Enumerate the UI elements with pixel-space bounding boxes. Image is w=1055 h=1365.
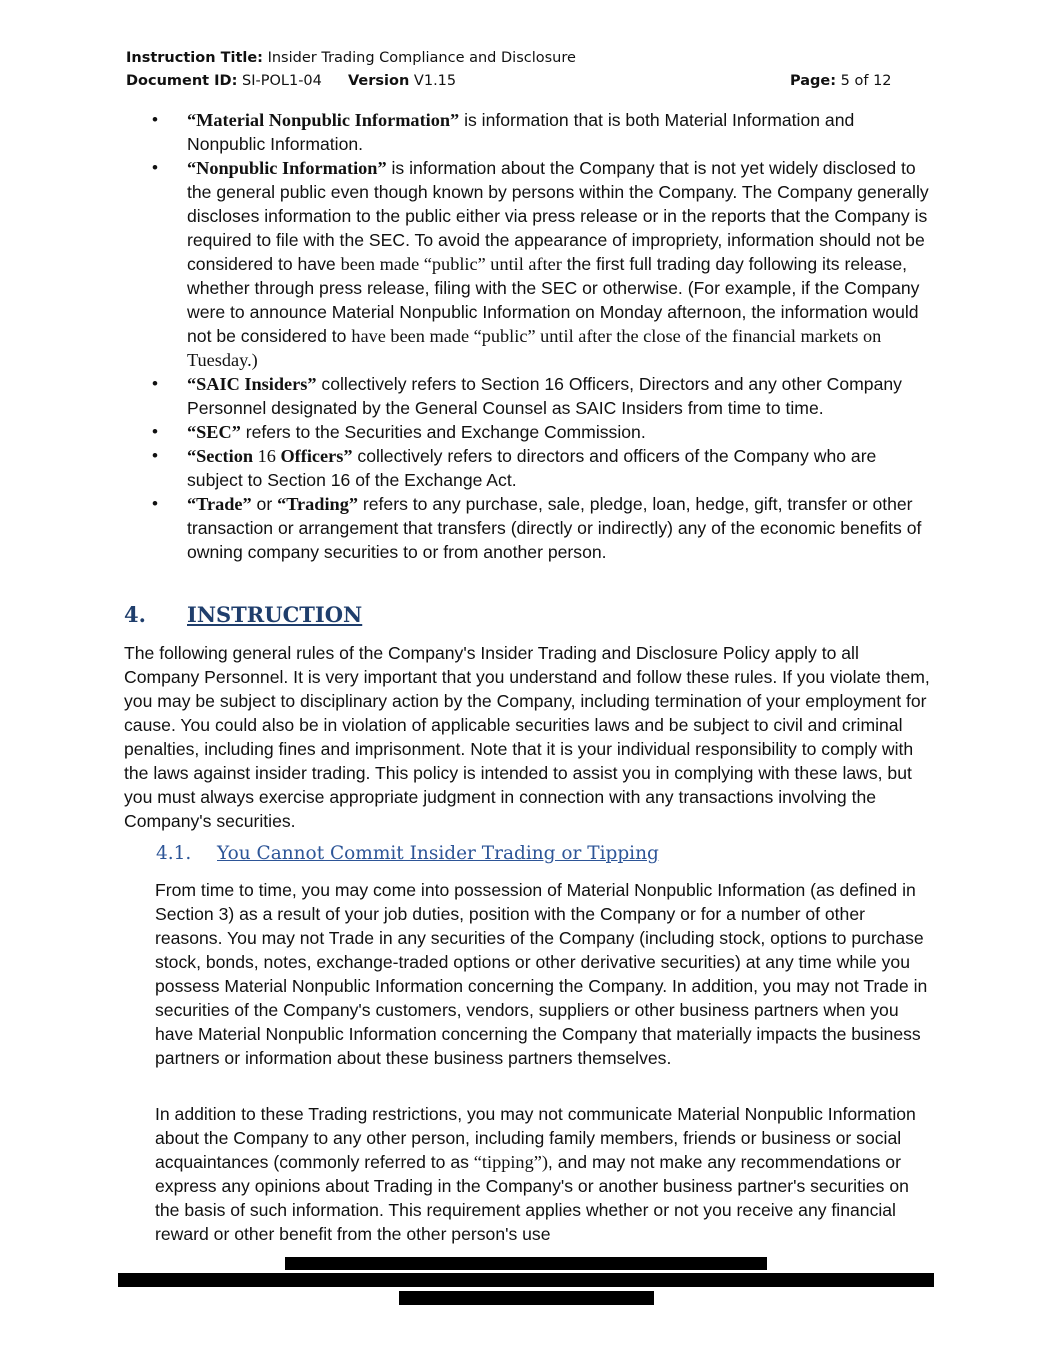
- redaction-bar: [399, 1291, 654, 1305]
- page-label: Page:: [790, 73, 837, 89]
- definition-item: [126, 444, 936, 492]
- document-id-label: Document ID:: [126, 73, 238, 89]
- definition-term-number: 16: [253, 446, 281, 466]
- definition-term: “Nonpublic Information”: [187, 158, 387, 178]
- definition-text: is information about the Company that is not yet widely disclosed to the general public even though known by persons within the Company. The Company generally discloses information to the public either via press release or in the reports that the Company is required to file with the SEC. To avoid the appearance of impropriety, information should not be considered to have: [187, 158, 929, 274]
- section-number: 4.: [124, 602, 146, 627]
- paragraph-text: , and may not make any recommendations or express any opinions about Trading in the Company's or another business partner's securities on the basis of such information. This requirement applies whether or not you receive any financial reward or other benefit from the other person's use: [155, 1152, 909, 1244]
- definition-item: [126, 492, 936, 564]
- subsection-title: You Cannot Commit Insider Trading or Tipping: [217, 843, 659, 864]
- document-id-value: SI-POL1-04: [242, 73, 322, 89]
- header-title-line: [126, 49, 576, 67]
- section-title: INSTRUCTION: [187, 602, 363, 627]
- definition-text: collectively refers to directors and officers of the Company who are subject to Section 16 of the Exchange Act.: [187, 446, 877, 490]
- definition-text: collectively refers to Section 16 Officers, Directors and any other Company Personnel designated by the General Counsel as SAIC Insiders from time to time.: [187, 374, 902, 418]
- definition-text: the first full trading day following its release, whether through press release, filing with the SEC or otherwise. (For example, if the Company were to announce Material Nonpublic Information on Monday afternoon, the information would not be considered to: [187, 254, 920, 346]
- definition-item: [126, 420, 936, 444]
- definition-term: Officers”: [280, 446, 353, 466]
- section-4-1-paragraph-1: From time to time, you may come into possession of Material Nonpublic Information (as defined in Section 3) as a result of your job duties, position with the Company or for a number of other reasons. You may not Trade in any securities of the Company (including stock, options to purchase stock, bonds, notes, exchange-traded options or other derivative securities) at any time while you possess Material Nonpublic Information concerning the Company. In addition, you may not Trade in securities of the Company's customers, vendors, suppliers or other business partners when you have Material Nonpublic Information concerning the Company that materially impacts the business partners or information about these business partners themselves.: [155, 880, 928, 1068]
- definition-term: “Section: [187, 446, 254, 466]
- redaction-bar: [285, 1257, 767, 1270]
- definition-term: “Material Nonpublic Information”: [187, 110, 460, 130]
- section-4-paragraph: The following general rules of the Company's Insider Trading and Disclosure Policy apply to all Company Personnel. It is very important that you understand and follow these rules. If you violate them, you may be subject to disciplinary action by the Company, including termination of your employment for cause. You could also be in violation of applicable securities laws and be subject to civil and criminal penalties, including fines and imprisonment. Note that it is your individual responsibility to comply with the laws against insider trading. This policy is intended to assist you in complying with these laws, but you must always exercise appropriate judgment in connection with any transactions involving the Company's securities.: [124, 643, 930, 831]
- instruction-title-value: Insider Trading Compliance and Disclosure: [267, 50, 576, 66]
- definition-text: refers to any purchase, sale, pledge, loan, hedge, gift, transfer or other transaction or arrangement that transfers (directly or indirectly) any of the economic benefits of owning company securities to or from another person.: [187, 494, 922, 562]
- section-4-1-paragraph-2: [155, 1102, 935, 1246]
- definition-text: refers to the Securities and Exchange Commission.: [240, 422, 646, 442]
- definition-term: “SEC”: [187, 422, 241, 442]
- definition-text-serif: have been made “public” until after the close of the financial markets on Tuesday.): [187, 326, 882, 370]
- definition-text: is information that is both Material Information and Nonpublic Information.: [187, 110, 855, 154]
- definition-item: [126, 108, 936, 156]
- page-value: 5 of 12: [840, 73, 892, 89]
- definition-text-serif: been made “public” until after: [340, 254, 562, 274]
- paragraph-text: In addition to these Trading restrictions, you may not communicate Material Nonpublic Information about the Company to any other person, including family members, friends or business or social acquaintances (commonly referred to as: [155, 1104, 916, 1172]
- section-4-heading: [124, 602, 362, 627]
- definition-connector: or: [251, 494, 278, 514]
- page-number: [790, 72, 892, 90]
- definition-term: “SAIC Insiders”: [187, 374, 317, 394]
- version-value: V1.15: [413, 73, 457, 89]
- definition-item: [126, 156, 936, 372]
- definition-term: “Trading”: [277, 494, 359, 514]
- section-4-1-heading: [156, 843, 659, 864]
- document-id: [126, 73, 322, 89]
- definitions-list: [126, 108, 936, 564]
- paragraph-text-serif: “tipping”): [473, 1152, 548, 1172]
- instruction-title-label: Instruction Title:: [126, 50, 263, 66]
- redaction-bar: [118, 1273, 934, 1287]
- version: [348, 72, 456, 90]
- definition-term: “Trade”: [187, 494, 252, 514]
- header-meta-line: [126, 72, 896, 90]
- definition-item: [126, 372, 936, 420]
- subsection-number: 4.1.: [156, 843, 192, 864]
- version-label: Version: [348, 73, 410, 89]
